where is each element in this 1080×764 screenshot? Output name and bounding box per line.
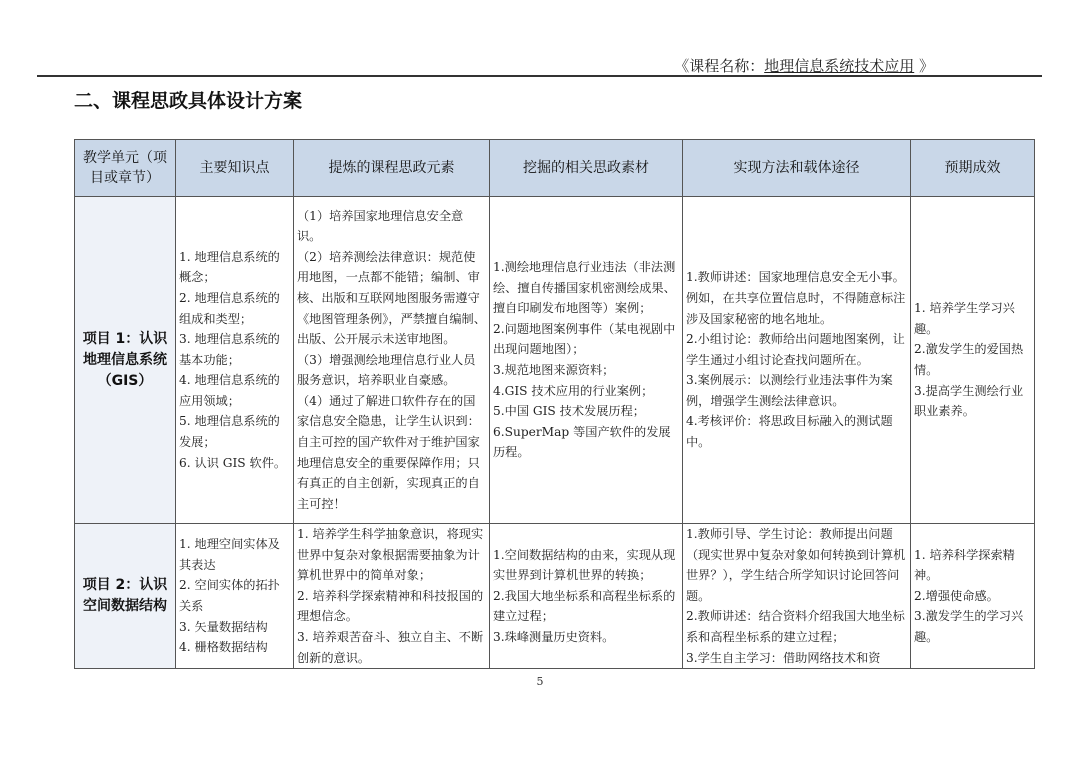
list-item: 1. 地理空间实体及其表达 [179,537,280,572]
list-item: 1.空间数据结构的由来，实现从现实世界到计算机世界的转换； [493,547,676,583]
list-item: 6. 认识 GIS 软件。 [179,455,287,470]
list-item: （3）增强测绘地理信息行业人员服务意识，培养职业自豪感。 [297,352,476,388]
header-divider [37,75,1042,77]
list-item: （2）培养测绘法律意识：规范使用地图，一点都不能错；编制、审核、出版和互联网地图服务需遵守《地图管理条例》，严禁擅自编制、出版、公开展示未送审地图。 [297,249,486,347]
list-item: 3.激发学生的学习兴趣。 [914,609,1024,644]
elements-cell [294,524,490,669]
list-item: 4.GIS 技术应用的行业案例； [493,383,654,398]
column-header-elements: 提炼的课程思政元素 [294,140,490,197]
list-item: 2.激发学生的爱国热情。 [914,342,1024,377]
course-name: 地理信息系统技术应用 [764,57,915,75]
materials-cell [490,197,683,524]
list-item: 2.增强使命感。 [914,588,999,603]
list-item: 2.小组讨论：教师给出问题地图案例，让学生通过小组讨论查找问题所在。 [686,332,905,367]
list-item: 1.教师讲述：国家地理信息安全无小事。例如，在共享位置信息时，不得随意标注涉及国家秘密的地名地址。 [686,270,906,326]
list-item: 3. 地理信息系统的基本功能； [179,332,280,367]
list-item: （1）培养国家地理信息安全意识。 [297,208,464,244]
column-header-materials: 挖掘的相关思政素材 [490,140,683,197]
page-number: 5 [536,675,544,688]
list-item: 2.我国大地坐标系和高程坐标系的建立过程； [493,588,676,624]
list-item: 4.考核评价：将思政目标融入的测试题中。 [686,414,893,450]
methods-cell [683,197,911,524]
list-item: 3.案例展示：以测绘行业违法事件为案例，增强学生测绘法律意识。 [686,373,893,408]
knowledge-cell [176,197,294,524]
table-header-row [75,140,1035,197]
knowledge-cell [176,524,294,669]
list-item: 1. 培养科学探索精神。 [914,547,1015,583]
section-title: 二、课程思政具体设计方案 [74,90,303,112]
list-item: 1. 地理信息系统的概念； [179,249,280,285]
methods-cell [683,524,911,669]
unit-cell: 项目 2：认识空间数据结构 [75,524,176,669]
elements-cell [294,197,490,524]
design-plan-table [74,139,1035,669]
list-item: 3.提高学生测绘行业职业素养。 [914,383,1024,419]
list-item: （4）通过了解进口软件存在的国家信息安全隐患，让学生认识到：自主可控的国产软件对于维护国家地理信息安全的重要保障作用；只有真正的自主创新，实现真正的自主可控！ [297,393,480,511]
course-header-suffix: 》 [914,57,934,75]
course-header [674,55,934,76]
table-row [75,197,1035,524]
list-item: 5.中国 GIS 技术发展历程； [493,404,645,419]
list-item: 4. 地理信息系统的应用领域； [179,373,280,408]
list-item: 3.珠峰测量历史资料。 [493,629,615,644]
outcomes-cell [911,524,1035,669]
outcomes-cell [911,197,1035,524]
list-item: 1.测绘地理信息行业违法（非法测绘、擅自传播国家机密测绘成果、擅自印刷发布地图等）案例； [493,260,676,316]
list-item: 2.教师讲述：结合资料介绍我国大地坐标系和高程坐标系的建立过程； [686,609,905,644]
list-item: 2. 培养科学探索精神和科技报国的理想信念。 [297,588,484,624]
column-header-methods: 实现方法和载体途径 [683,140,911,197]
list-item: 2. 地理信息系统的组成和类型； [179,290,280,326]
course-header-prefix: 《课程名称： [674,57,765,75]
materials-cell [490,524,683,669]
list-item: 2. 空间实体的拓扑关系 [179,578,280,614]
list-item: 6.SuperMap 等国产软件的发展历程。 [493,424,671,460]
list-item: 3. 矢量数据结构 [179,619,268,634]
list-item: 1. 培养学生学习兴趣。 [914,301,1015,336]
list-item: 1. 培养学生科学抽象意识，将现实世界中复杂对象根据需要抽象为计算机世界中的简单对象； [297,527,484,583]
list-item: 5. 地理信息系统的发展； [179,414,280,450]
table-row [75,524,1035,669]
list-item: 2.问题地图案例事件（某电视剧中出现问题地图）； [493,321,676,357]
unit-cell: 项目 1：认识地理信息系统（GIS） [75,197,176,524]
column-header-outcomes: 预期成效 [911,140,1035,197]
column-header-knowledge: 主要知识点 [176,140,294,197]
list-item: 3.规范地图来源资料； [493,363,615,377]
list-item: 3.学生自主学习：借助网络技术和资 [686,650,881,665]
list-item: 1.教师引导、学生讨论：教师提出问题（现实世界中复杂对象如何转换到计算机世界？），学生结合所学知识讨论回答问题。 [686,527,906,603]
list-item: 4. 栅格数据结构 [179,640,268,655]
list-item: 3. 培养艰苦奋斗、独立自主、不断创新的意识。 [297,629,484,665]
column-header-unit: 教学单元（项目或章节） [75,140,176,197]
